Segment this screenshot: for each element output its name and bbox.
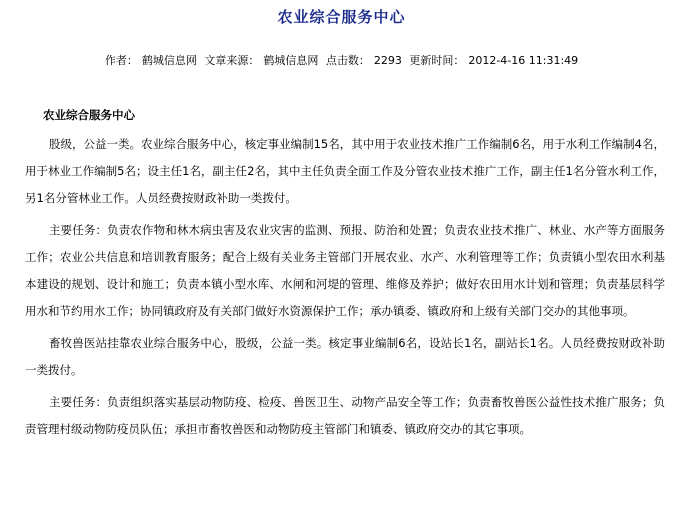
paragraph-vet-station: 畜牧兽医站挂靠农业综合服务中心，股级，公益一类。核定事业编制6名，设站长1名，副站长1名。人员经费按财政补助一类拨付。 [25, 336, 665, 377]
source-value: 鹤城信息网 [263, 54, 319, 67]
paragraph-staffing: 股级，公益一类。农业综合服务中心，核定事业编制15名，其中用于农业技术推广工作编制6名，用于水利工作编制4名，用于林业工作编制5名；设主任1名，副主任2名，其中主任负责全面工作及分管农业技术推广工作，副主任1名分管水利工作，另1名分管林业工作。人员经费按财政补助一类拨付。 [25, 137, 665, 205]
article-meta [0, 52, 683, 68]
updated-label: 更新时间： [409, 54, 465, 67]
source-label: 文章来源： [204, 54, 260, 67]
clicks-label: 点击数： [325, 54, 370, 67]
clicks-value: 2293 [373, 54, 402, 67]
article-body [25, 104, 665, 448]
author-value: 鹤城信息网 [141, 54, 197, 67]
paragraph-vet-tasks: 主要任务：负责组织落实基层动物防疫、检疫、兽医卫生、动物产品安全等工作；负责畜牧兽医公益性技术推广服务；负责管理村级动物防疫员队伍；承担市畜牧兽医和动物防疫主管部门和镇委、镇政府交办的其它事项。 [25, 395, 665, 436]
author-label: 作者： [104, 54, 138, 67]
section-heading: 农业综合服务中心 [43, 108, 135, 122]
updated-value: 2012-4-16 11:31:49 [468, 54, 579, 67]
paragraph-main-tasks: 主要任务：负责农作物和林木病虫害及农业灾害的监测、预报、防治和处置；负责农业技术推广、林业、水产等方面服务工作；农业公共信息和培训教育服务；配合上级有关业务主管部门开展农业、水产、水利管理等工作；负责镇小型农田水利基本建设的规划、设计和施工；负责本镇小型水库、水闸和河堤的管理、维修及养护；做好农田用水计划和管理；负责基层科学用水和节约用水工作；协同镇政府及有关部门做好水资源保护工作；承办镇委、镇政府和上级有关部门交办的其他事项。 [25, 223, 665, 318]
page-title: 农业综合服务中心 [277, 8, 406, 26]
